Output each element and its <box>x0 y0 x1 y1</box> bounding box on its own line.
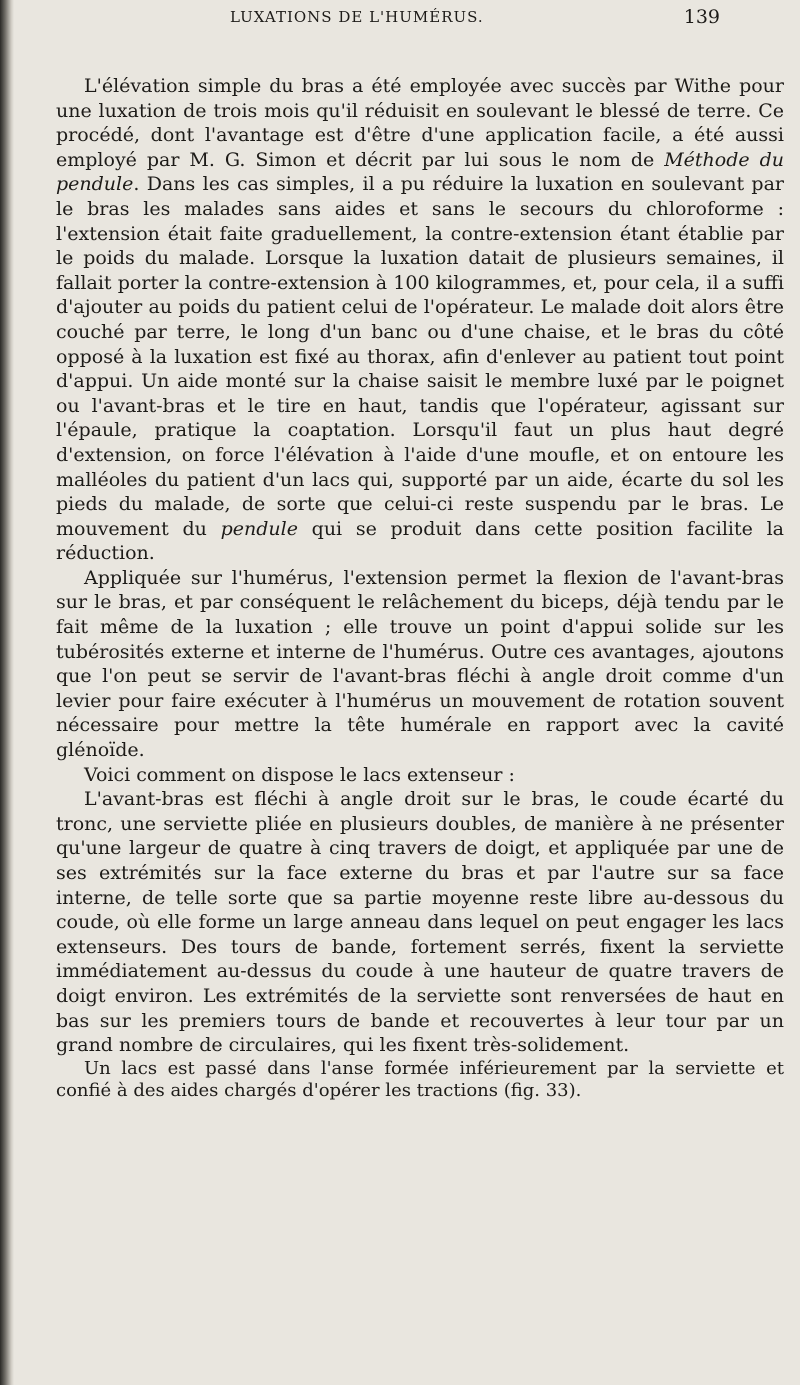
body-text <box>56 74 784 1102</box>
paragraph-3: Voici comment on dispose le lacs extenseur : <box>84 763 515 786</box>
paragraph-1 <box>56 74 784 566</box>
paragraph-1-part-3: qui se produit dans cette position facilite la réduction. <box>56 517 784 565</box>
paragraph-2: Appliquée sur l'humérus, l'extension permet la flexion de l'avant-bras sur le bras, et par conséquent le relâchement du biceps, déjà tendu par le fait même de la luxation ; elle trouve un point d'appui solide sur les tubérosités externe et interne de l'humérus. Outre ces avantages, ajoutons que l'on peut se servir de l'avant-bras fléchi à angle droit comme d'un levier pour faire exécuter à l'humérus un mouvement de rotation souvent nécessaire pour mettre la tête humérale en rapport avec la cavité glénoïde. <box>56 566 784 762</box>
page-number: 139 <box>683 6 720 28</box>
binding-shadow <box>0 0 14 1385</box>
paragraph-1-part-2: . Dans les cas simples, il a pu réduire la luxation en soulevant par le bras les malades sans aides et sans le secours du chloroforme : l'extension était faite graduellement, la contre-extension étant établie par le poids du malade. Lorsque la luxation datait de plusieurs semaines, il fallait porter la contre-extension à 100 kilogrammes, et, pour cela, il a suffi d'ajouter au poids du patient celui de l'opérateur. Le malade doit alors être couché par terre, le long d'un banc ou d'une chaise, et le bras du côté opposé à la luxation est fixé au thorax, afin d'enlever au patient tout point d'appui. Un aide monté sur la chaise saisit le membre luxé par le poignet ou l'avant-bras et le tire en haut, tandis que l'opérateur, agissant sur l'épaule, pratique la coaptation. Lorsqu'il faut un plus haut degré d'extension, on force l'élévation à l'aide d'une moufle, et on entoure les malléoles du patient d'un lacs qui, supporté par un aide, écarte du sol les pieds du malade, de sorte que celui-ci reste suspendu par le bras. Le mouvement du <box>56 173 784 540</box>
paragraph-4: L'avant-bras est fléchi à angle droit sur le bras, le coude écarté du tronc, une serviette pliée en plusieurs doubles, de manière à ne présenter qu'une largeur de quatre à cinq travers de doigt, et appliquée par une de ses extrémités sur la face externe du bras et par l'autre sur sa face interne, de telle sorte que sa partie moyenne reste libre au-dessous du coude, où elle forme un large anneau dans lequel on peut engager les lacs extenseurs. Des tours de bande, fortement serrés, fixent la serviette immédiatement au-dessus du coude à une hauteur de quatre travers de doigt environ. Les extrémités de la serviette sont renversées de haut en bas sur les premiers tours de bande et recouvertes à leur tour par un grand nombre de circulaires, qui les fixent très-solidement. <box>56 788 784 1057</box>
paragraph-1-italic-2: pendule <box>220 517 298 540</box>
paragraph-1-part-1: L'élévation simple du bras a été employée avec succès par Withe pour une luxation de trois mois qu'il réduisit en soulevant le blessé de terre. Ce procédé, dont l'avantage est d'être d'une application facile, a été aussi employé par M. G. Simon et décrit par lui sous le nom de <box>56 75 784 171</box>
running-head <box>120 6 720 36</box>
paragraph-1-italic-1: Méthode du pendule <box>56 148 785 196</box>
running-title: LUXATIONS DE L'HUMÉRUS. <box>230 8 484 26</box>
paragraph-5: Un lacs est passé dans l'anse formée inférieurement par la serviette et confié à des aides chargés d'opérer les tractions (fig. 33). <box>56 1057 784 1101</box>
